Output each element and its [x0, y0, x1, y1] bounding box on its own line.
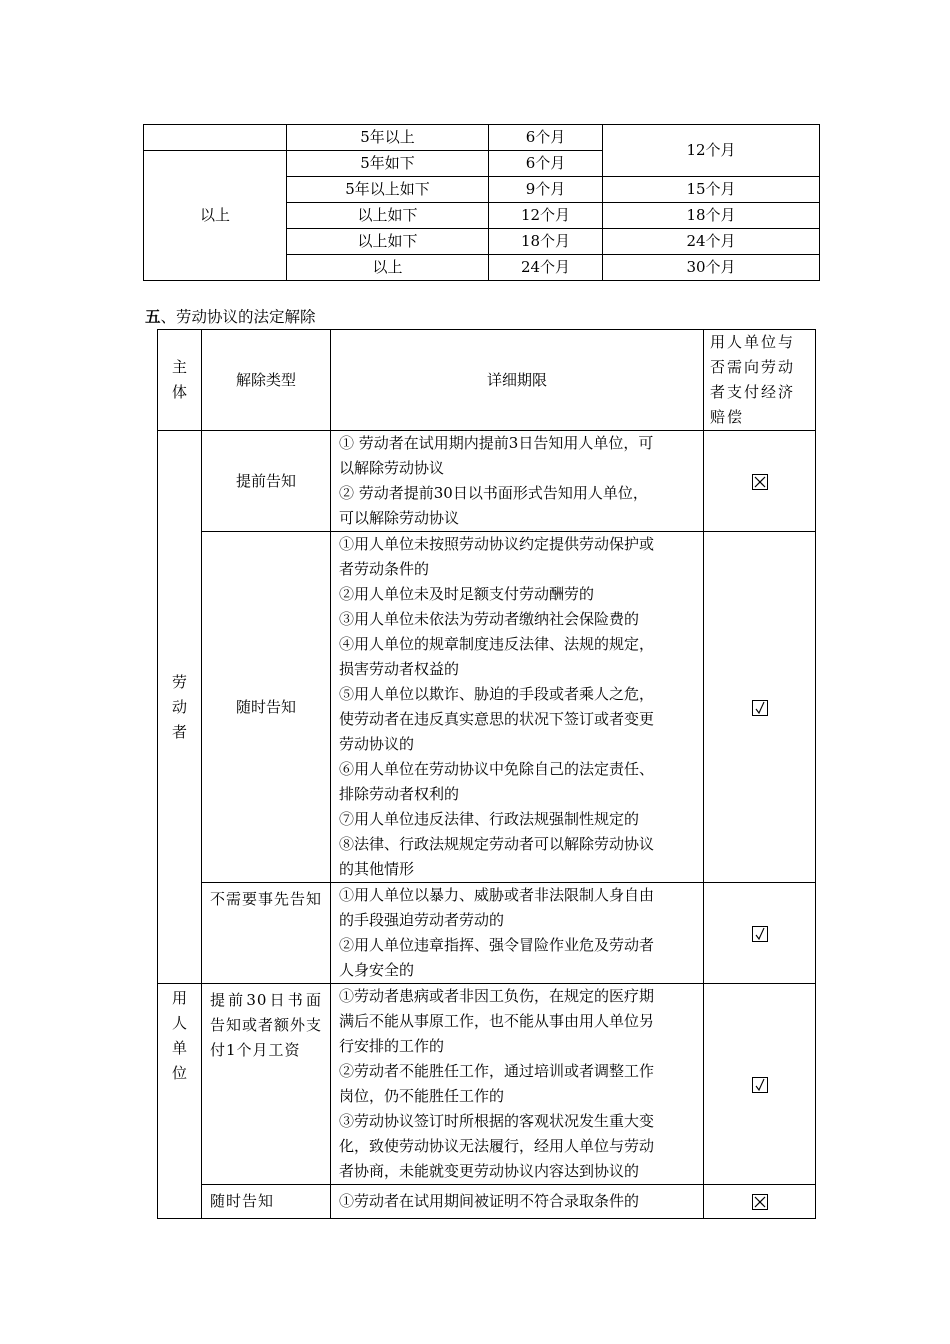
table-cell: 以上如下 — [287, 229, 489, 255]
termination-type: 提前告知 — [202, 431, 331, 532]
section-title: 、劳动协议的法定解除 — [160, 308, 316, 326]
table-cell: 6个月 — [489, 151, 603, 177]
subject-employer: 用 人 单 位 — [158, 984, 202, 1219]
table-cell: 9个月 — [489, 177, 603, 203]
termination-detail: ①劳动者患病或者非因工负伤，在规定的医疗期 满后不能从事原工作，也不能从事由用人单位另 行安排的工作的 ②劳动者不能胜任工作，通过培训或者调整工作 岗位，仍不能胜任工作的 ③劳动协议签订时所根据的客观状况发生重大变 化，致使劳动协议无法履行，经用人单位与劳动 者协商，未能就变更劳动协议内容达到协议的 — [331, 984, 704, 1185]
compensation-cell — [704, 883, 816, 984]
table-cell: 12个月 — [603, 125, 820, 177]
notice-period-table — [143, 124, 820, 281]
header-row — [158, 330, 816, 431]
table-cell: 18个月 — [603, 203, 820, 229]
termination-detail: ①劳动者在试用期间被证明不符合录取条件的 — [331, 1185, 704, 1219]
contract-termination-table — [157, 329, 816, 1219]
table-cell: 以上 — [287, 255, 489, 281]
table-cell: 24个月 — [603, 229, 820, 255]
compensation-cell — [704, 532, 816, 883]
table-cell: 6个月 — [489, 125, 603, 151]
table-row — [158, 532, 816, 883]
table-row — [144, 125, 820, 151]
termination-type: 提前30日书面告知或者额外支付1个月工资 — [202, 984, 331, 1185]
check-box-icon — [752, 1077, 768, 1093]
subject-worker: 劳 动 者 — [158, 431, 202, 984]
crossed-box-icon — [752, 1194, 768, 1210]
table-row — [158, 883, 816, 984]
section-heading — [145, 306, 316, 328]
termination-type: 不需要事先告知 — [202, 883, 331, 984]
header-detail: 详细期限 — [331, 330, 704, 431]
table-cell: 5年以上 — [287, 125, 489, 151]
crossed-box-icon — [752, 474, 768, 490]
table-cell: 5年以上如下 — [287, 177, 489, 203]
check-box-icon — [752, 700, 768, 716]
table-cell: 18个月 — [489, 229, 603, 255]
termination-type: 随时告知 — [202, 1185, 331, 1219]
header-compensation: 用人单位与 否需向劳动 者支付经济 赔偿 — [704, 330, 816, 431]
table-cell: 12个月 — [489, 203, 603, 229]
table-cell — [144, 125, 287, 151]
table-row — [158, 431, 816, 532]
compensation-cell — [704, 431, 816, 532]
header-subject: 主 体 — [158, 330, 202, 431]
termination-detail: ①用人单位以暴力、威胁或者非法限制人身自由 的手段强迫劳动者劳动的 ②用人单位违章指挥、强令冒险作业危及劳动者 人身安全的 — [331, 883, 704, 984]
table-cell: 15个月 — [603, 177, 820, 203]
termination-detail: ① 劳动者在试用期内提前3日告知用人单位，可 以解除劳动协议 ② 劳动者提前30日以书面形式告知用人单位， 可以解除劳动协议 — [331, 431, 704, 532]
table-cell: 24个月 — [489, 255, 603, 281]
table-cell: 以上如下 — [287, 203, 489, 229]
termination-type: 随时告知 — [202, 532, 331, 883]
table-row — [158, 984, 816, 1185]
check-box-icon — [752, 926, 768, 942]
compensation-cell — [704, 984, 816, 1185]
section-number: 五 — [145, 307, 161, 326]
header-type: 解除类型 — [202, 330, 331, 431]
table-cell: 30个月 — [603, 255, 820, 281]
table-cell: 以上 — [144, 151, 287, 281]
termination-detail: ①用人单位未按照劳动协议约定提供劳动保护或 者劳动条件的 ②用人单位未及时足额支付劳动酬劳的 ③用人单位未依法为劳动者缴纳社会保险费的 ④用人单位的规章制度违反法律、法规的规定， 损害劳动者权益的 ⑤用人单位以欺诈、胁迫的手段或者乘人之危， 使劳动者在违反真实意思的状况下签订或者变更 劳动协议的 ⑥用人单位在劳动协议中免除自己的法定责任、 排除劳动者权利的 ⑦用人单位违反法律、行政法规强制性规定的 ⑧法律、行政法规规定劳动者可以解除劳动协议 的其他情形 — [331, 532, 704, 883]
compensation-cell — [704, 1185, 816, 1219]
table-row — [158, 1185, 816, 1219]
table-cell: 5年如下 — [287, 151, 489, 177]
